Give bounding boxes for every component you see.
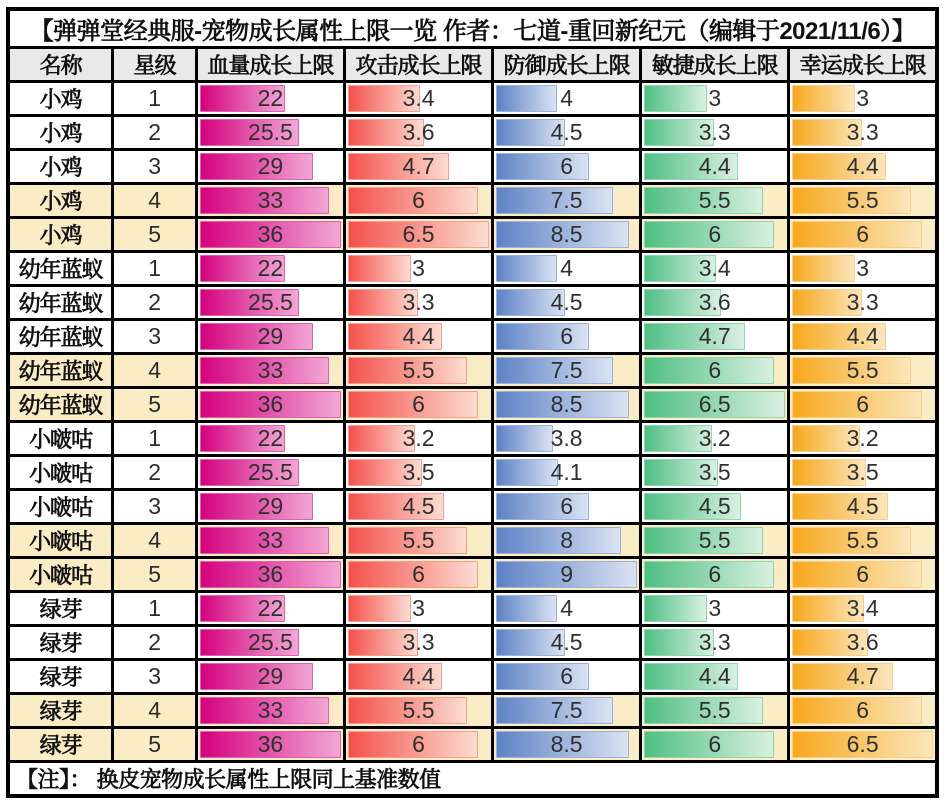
- hp-stat-cell: [196, 592, 344, 626]
- star-level-cell: 2: [113, 286, 197, 320]
- atk-value: 3.5: [402, 459, 435, 485]
- atk-value: 3: [412, 255, 425, 281]
- hp-value: 29: [257, 153, 284, 179]
- def-value: 8.5: [550, 221, 583, 247]
- def-value: 7.5: [550, 187, 583, 213]
- luck-value: 3: [856, 255, 870, 281]
- table-row: [8, 150, 937, 184]
- luck-value: 5.5: [846, 357, 879, 383]
- hp-value: 36: [257, 391, 284, 417]
- hp-value: 36: [257, 221, 284, 247]
- pet-name-cell: 幼年蓝蚁: [8, 320, 113, 354]
- def-value: 4.5: [550, 289, 583, 315]
- agi-value: 3.2: [698, 425, 731, 451]
- hp-value: 25.5: [248, 629, 293, 655]
- agi-stat-cell: [641, 320, 789, 354]
- luck-stat-cell: [789, 116, 937, 150]
- atk-value: 5.5: [402, 357, 435, 383]
- footer-note: 【注】： 换皮宠物成长属性上限同上基准数值: [8, 762, 937, 797]
- atk-stat-cell: [344, 286, 492, 320]
- agi-stat-cell: [641, 626, 789, 660]
- hp-value: 36: [257, 731, 284, 757]
- agi-stat-cell: [641, 422, 789, 456]
- table-row: [8, 422, 937, 456]
- luck-value: 6: [856, 697, 870, 723]
- table-row: [8, 354, 937, 388]
- luck-stat-cell: [789, 558, 937, 592]
- luck-value: 6: [856, 391, 870, 417]
- agi-value: 6.5: [698, 391, 731, 417]
- luck-stat-cell: [789, 150, 937, 184]
- agi-value: 4.7: [698, 323, 731, 349]
- hp-value: 22: [257, 255, 284, 281]
- star-level-cell: 5: [113, 218, 197, 252]
- hp-stat-cell: [196, 490, 344, 524]
- column-header-name: 名称: [8, 48, 113, 82]
- star-level-cell: 4: [113, 524, 197, 558]
- table-row: [8, 184, 937, 218]
- column-header-luck: 幸运成长上限: [789, 48, 937, 82]
- luck-value: 3: [856, 85, 870, 111]
- def-stat-cell: [493, 660, 641, 694]
- agi-value: 4.4: [698, 153, 731, 179]
- pet-name-cell: 小鸡: [8, 116, 113, 150]
- atk-stat-cell: [344, 524, 492, 558]
- agi-stat-cell: [641, 490, 789, 524]
- def-stat-cell: [493, 558, 641, 592]
- star-level-cell: 3: [113, 660, 197, 694]
- table-row: [8, 490, 937, 524]
- pet-name-cell: 幼年蓝蚁: [8, 388, 113, 422]
- luck-stat-cell: [789, 82, 937, 116]
- hp-stat-cell: [196, 286, 344, 320]
- agi-value: 6: [708, 357, 722, 383]
- table-row: [8, 558, 937, 592]
- table-row: [8, 218, 937, 252]
- pet-name-cell: 幼年蓝蚁: [8, 252, 113, 286]
- luck-stat-cell: [789, 252, 937, 286]
- luck-stat-cell: [789, 660, 937, 694]
- luck-stat-cell: [789, 694, 937, 728]
- def-value: 4.5: [550, 119, 583, 145]
- star-level-cell: 2: [113, 116, 197, 150]
- atk-value: 5.5: [402, 697, 435, 723]
- def-value: 4: [560, 255, 574, 281]
- luck-stat-cell: [789, 490, 937, 524]
- agi-stat-cell: [641, 524, 789, 558]
- agi-value: 3.3: [698, 119, 731, 145]
- atk-value: 5.5: [402, 527, 435, 553]
- def-stat-cell: [493, 524, 641, 558]
- agi-stat-cell: [641, 694, 789, 728]
- hp-value: 36: [257, 561, 284, 587]
- luck-stat-cell: [789, 320, 937, 354]
- star-level-cell: 5: [113, 558, 197, 592]
- agi-stat-cell: [641, 354, 789, 388]
- pet-name-cell: 小鸡: [8, 184, 113, 218]
- star-level-cell: 2: [113, 626, 197, 660]
- luck-stat-cell: [789, 218, 937, 252]
- def-value: 3.8: [550, 425, 583, 451]
- def-value: 6: [560, 663, 574, 689]
- atk-value: 3: [412, 595, 425, 621]
- pet-name-cell: 小鸡: [8, 82, 113, 116]
- column-header-def: 防御成长上限: [493, 48, 641, 82]
- hp-value: 33: [257, 187, 284, 213]
- atk-stat-cell: [344, 490, 492, 524]
- luck-value: 6: [856, 561, 870, 587]
- star-level-cell: 2: [113, 456, 197, 490]
- table-row: [8, 286, 937, 320]
- hp-stat-cell: [196, 218, 344, 252]
- def-stat-cell: [493, 490, 641, 524]
- pet-name-cell: 小啵咕: [8, 558, 113, 592]
- luck-stat-cell: [789, 422, 937, 456]
- pet-name-cell: 绿芽: [8, 592, 113, 626]
- star-level-cell: 1: [113, 82, 197, 116]
- luck-stat-cell: [789, 354, 937, 388]
- header-row: [8, 48, 937, 82]
- def-stat-cell: [493, 422, 641, 456]
- hp-stat-cell: [196, 82, 344, 116]
- atk-value: 6: [412, 187, 425, 213]
- def-value: 8.5: [550, 391, 583, 417]
- def-stat-cell: [493, 320, 641, 354]
- def-value: 6: [560, 153, 574, 179]
- agi-value: 6: [708, 561, 722, 587]
- atk-value: 6.5: [402, 221, 435, 247]
- atk-stat-cell: [344, 82, 492, 116]
- agi-stat-cell: [641, 728, 789, 762]
- hp-value: 25.5: [248, 289, 293, 315]
- hp-value: 33: [257, 527, 284, 553]
- pet-name-cell: 绿芽: [8, 728, 113, 762]
- pet-name-cell: 幼年蓝蚁: [8, 354, 113, 388]
- agi-stat-cell: [641, 184, 789, 218]
- column-header-atk: 攻击成长上限: [344, 48, 492, 82]
- table-body: [8, 82, 937, 762]
- hp-stat-cell: [196, 660, 344, 694]
- hp-stat-cell: [196, 320, 344, 354]
- agi-stat-cell: [641, 660, 789, 694]
- column-header-agi: 敏捷成长上限: [641, 48, 789, 82]
- atk-stat-cell: [344, 388, 492, 422]
- agi-value: 3.6: [698, 289, 731, 315]
- agi-value: 5.5: [698, 187, 731, 213]
- agi-value: 4.4: [698, 663, 731, 689]
- atk-value: 4.5: [402, 493, 435, 519]
- agi-stat-cell: [641, 558, 789, 592]
- hp-stat-cell: [196, 116, 344, 150]
- star-level-cell: 4: [113, 694, 197, 728]
- star-level-cell: 3: [113, 150, 197, 184]
- hp-stat-cell: [196, 728, 344, 762]
- def-value: 6: [560, 493, 574, 519]
- star-level-cell: 3: [113, 490, 197, 524]
- luck-value: 3.2: [846, 425, 879, 451]
- pet-name-cell: 小啵咕: [8, 490, 113, 524]
- pet-name-cell: 小啵咕: [8, 524, 113, 558]
- pet-name-cell: 绿芽: [8, 694, 113, 728]
- agi-value: 3: [708, 85, 722, 111]
- hp-stat-cell: [196, 184, 344, 218]
- star-level-cell: 1: [113, 422, 197, 456]
- def-stat-cell: [493, 626, 641, 660]
- luck-stat-cell: [789, 626, 937, 660]
- luck-value: 3.3: [846, 119, 879, 145]
- table-row: [8, 728, 937, 762]
- atk-value: 3.6: [402, 119, 435, 145]
- atk-stat-cell: [344, 354, 492, 388]
- hp-value: 29: [257, 323, 284, 349]
- def-stat-cell: [493, 252, 641, 286]
- atk-value: 4.4: [402, 663, 435, 689]
- luck-value: 6.5: [846, 731, 879, 757]
- atk-stat-cell: [344, 422, 492, 456]
- atk-value: 4.7: [402, 153, 435, 179]
- def-value: 4.1: [550, 459, 583, 485]
- agi-value: 3.4: [698, 255, 731, 281]
- atk-value: 3.4: [402, 85, 435, 111]
- star-level-cell: 1: [113, 592, 197, 626]
- def-stat-cell: [493, 116, 641, 150]
- atk-value: 6: [412, 731, 425, 757]
- atk-stat-cell: [344, 558, 492, 592]
- luck-stat-cell: [789, 286, 937, 320]
- def-stat-cell: [493, 150, 641, 184]
- table-row: [8, 82, 937, 116]
- hp-stat-cell: [196, 354, 344, 388]
- luck-stat-cell: [789, 184, 937, 218]
- def-value: 7.5: [550, 697, 583, 723]
- pet-name-cell: 绿芽: [8, 626, 113, 660]
- hp-stat-cell: [196, 558, 344, 592]
- footer-row: [8, 762, 937, 797]
- atk-stat-cell: [344, 592, 492, 626]
- hp-stat-cell: [196, 626, 344, 660]
- def-stat-cell: [493, 184, 641, 218]
- hp-value: 22: [257, 425, 284, 451]
- luck-value: 4.5: [846, 493, 879, 519]
- hp-value: 25.5: [248, 459, 293, 485]
- agi-value: 3.3: [698, 629, 731, 655]
- def-stat-cell: [493, 286, 641, 320]
- def-stat-cell: [493, 592, 641, 626]
- table-row: [8, 456, 937, 490]
- table-title: 【弹弹堂经典服-宠物成长属性上限一览 作者：七道-重回新纪元（编辑于2021/11/6）】: [8, 9, 937, 48]
- def-value: 4.5: [550, 629, 583, 655]
- pet-growth-table: [6, 7, 939, 798]
- luck-stat-cell: [789, 456, 937, 490]
- def-value: 4: [560, 85, 574, 111]
- title-row: [8, 9, 937, 48]
- luck-value: 6: [856, 221, 870, 247]
- table-row: [8, 116, 937, 150]
- table-row: [8, 694, 937, 728]
- luck-value: 3.4: [846, 595, 879, 621]
- column-header-star: 星级: [113, 48, 197, 82]
- def-stat-cell: [493, 218, 641, 252]
- agi-stat-cell: [641, 150, 789, 184]
- star-level-cell: 1: [113, 252, 197, 286]
- def-value: 9: [560, 561, 574, 587]
- atk-stat-cell: [344, 456, 492, 490]
- agi-value: 4.5: [698, 493, 731, 519]
- star-level-cell: 5: [113, 388, 197, 422]
- def-value: 8.5: [550, 731, 583, 757]
- star-level-cell: 5: [113, 728, 197, 762]
- def-value: 6: [560, 323, 574, 349]
- atk-stat-cell: [344, 252, 492, 286]
- hp-stat-cell: [196, 694, 344, 728]
- agi-stat-cell: [641, 252, 789, 286]
- luck-stat-cell: [789, 388, 937, 422]
- table-row: [8, 592, 937, 626]
- agi-stat-cell: [641, 116, 789, 150]
- atk-stat-cell: [344, 728, 492, 762]
- luck-value: 5.5: [846, 527, 879, 553]
- atk-value: 6: [412, 391, 425, 417]
- def-stat-cell: [493, 388, 641, 422]
- def-stat-cell: [493, 354, 641, 388]
- star-level-cell: 3: [113, 320, 197, 354]
- atk-value: 6: [412, 561, 425, 587]
- pet-name-cell: 小鸡: [8, 218, 113, 252]
- agi-stat-cell: [641, 456, 789, 490]
- pet-name-cell: 小鸡: [8, 150, 113, 184]
- atk-value: 3.2: [402, 425, 435, 451]
- agi-value: 3.5: [698, 459, 731, 485]
- hp-value: 33: [257, 697, 284, 723]
- hp-stat-cell: [196, 252, 344, 286]
- hp-stat-cell: [196, 388, 344, 422]
- agi-value: 5.5: [698, 527, 731, 553]
- agi-value: 6: [708, 221, 722, 247]
- def-stat-cell: [493, 728, 641, 762]
- agi-stat-cell: [641, 388, 789, 422]
- table-row: [8, 524, 937, 558]
- atk-value: 4.4: [402, 323, 435, 349]
- hp-stat-cell: [196, 456, 344, 490]
- luck-value: 3.5: [846, 459, 879, 485]
- table-row: [8, 660, 937, 694]
- table-row: [8, 252, 937, 286]
- atk-value: 3.3: [402, 629, 435, 655]
- atk-value: 3.3: [402, 289, 435, 315]
- pet-name-cell: 幼年蓝蚁: [8, 286, 113, 320]
- def-value: 4: [560, 595, 574, 621]
- hp-value: 33: [257, 357, 284, 383]
- luck-value: 4.7: [846, 663, 879, 689]
- luck-stat-cell: [789, 728, 937, 762]
- atk-stat-cell: [344, 116, 492, 150]
- hp-value: 25.5: [248, 119, 293, 145]
- hp-value: 22: [257, 85, 284, 111]
- atk-stat-cell: [344, 150, 492, 184]
- atk-stat-cell: [344, 626, 492, 660]
- def-value: 8: [560, 527, 574, 553]
- table-row: [8, 388, 937, 422]
- hp-value: 22: [257, 595, 284, 621]
- def-stat-cell: [493, 694, 641, 728]
- agi-value: 3: [708, 595, 722, 621]
- agi-value: 6: [708, 731, 722, 757]
- luck-value: 4.4: [846, 153, 879, 179]
- atk-stat-cell: [344, 660, 492, 694]
- luck-value: 5.5: [846, 187, 879, 213]
- agi-stat-cell: [641, 286, 789, 320]
- pet-name-cell: 绿芽: [8, 660, 113, 694]
- agi-stat-cell: [641, 82, 789, 116]
- luck-value: 3.6: [846, 629, 879, 655]
- atk-stat-cell: [344, 320, 492, 354]
- hp-stat-cell: [196, 524, 344, 558]
- hp-stat-cell: [196, 422, 344, 456]
- luck-value: 4.4: [846, 323, 879, 349]
- luck-stat-cell: [789, 592, 937, 626]
- pet-name-cell: 小啵咕: [8, 456, 113, 490]
- def-stat-cell: [493, 456, 641, 490]
- agi-stat-cell: [641, 592, 789, 626]
- atk-stat-cell: [344, 218, 492, 252]
- def-value: 7.5: [550, 357, 583, 383]
- agi-stat-cell: [641, 218, 789, 252]
- luck-stat-cell: [789, 524, 937, 558]
- star-level-cell: 4: [113, 184, 197, 218]
- def-stat-cell: [493, 82, 641, 116]
- table-row: [8, 320, 937, 354]
- agi-value: 5.5: [698, 697, 731, 723]
- hp-stat-cell: [196, 150, 344, 184]
- star-level-cell: 4: [113, 354, 197, 388]
- pet-name-cell: 小啵咕: [8, 422, 113, 456]
- column-header-hp: 血量成长上限: [196, 48, 344, 82]
- table-row: [8, 626, 937, 660]
- hp-value: 29: [257, 663, 284, 689]
- atk-stat-cell: [344, 694, 492, 728]
- hp-value: 29: [257, 493, 284, 519]
- luck-value: 3.3: [846, 289, 879, 315]
- atk-stat-cell: [344, 184, 492, 218]
